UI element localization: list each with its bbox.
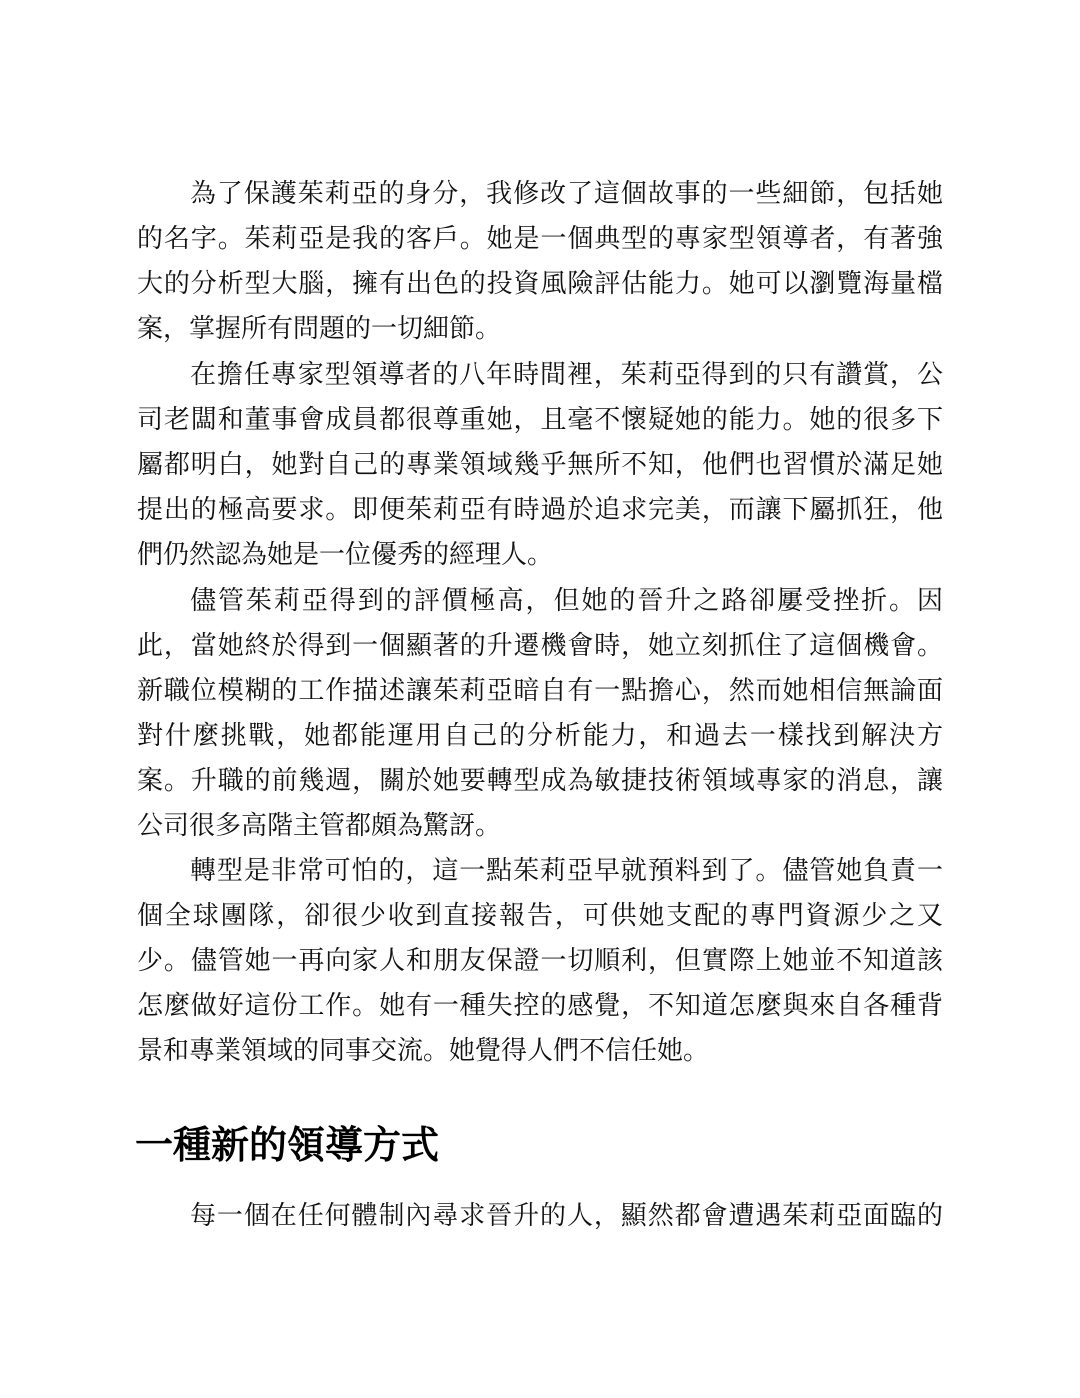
paragraph-1-line-3: 大的分析型大腦，擁有出色的投資風險評估能力。她可以瀏覽海量檔 [137,269,943,299]
paragraph-1-line-4: 案，掌握所有問題的一切細節。 [137,314,502,344]
paragraph-4-line-3: 少。儘管她一再向家人和朋友保證一切順利，但實際上她並不知道該 [137,946,943,976]
paragraph-4-line-5: 景和專業領域的同事交流。她覺得人們不信任她。 [137,1036,710,1066]
paragraph-1-line-2: 的名字。茱莉亞是我的客戶。她是一個典型的專家型領導者，有著強 [137,224,943,254]
paragraph-2-line-4: 提出的極高要求。即便茱莉亞有時過於追求完美，而讓下屬抓狂，他 [137,495,943,525]
paragraph-2-line-1: 在擔任專家型領導者的八年時間裡，茱莉亞得到的只有讚賞，公 [190,360,943,390]
paragraph-3-line-5: 案。升職的前幾週，關於她要轉型成為敏捷技術領域專家的消息，讓 [137,766,943,796]
paragraph-3-line-2: 此，當她終於得到一個顯著的升遷機會時，她立刻抓住了這個機會。 [137,631,943,661]
section-heading: 一種新的領導方式 [135,1123,440,1167]
paragraph-2-line-5: 們仍然認為她是一位優秀的經理人。 [137,540,554,570]
paragraph-3-line-6: 公司很多高階主管都頗為驚訝。 [137,811,502,841]
paragraph-3-line-4: 對什麼挑戰，她都能運用自己的分析能力，和過去一樣找到解決方 [137,721,943,751]
paragraph-4-line-1: 轉型是非常可怕的，這一點茱莉亞早就預料到了。儘管她負責一 [190,856,943,886]
paragraph-5-line-1: 每一個在任何體制內尋求晉升的人，顯然都會遭遇茱莉亞面臨的 [190,1201,943,1231]
paragraph-1-line-1: 為了保護茱莉亞的身分，我修改了這個故事的一些細節，包括她 [190,179,943,209]
paragraph-2-line-2: 司老闆和董事會成員都很尊重她，且毫不懷疑她的能力。她的很多下 [137,405,943,435]
paragraph-2-line-3: 屬都明白，她對自己的專業領域幾乎無所不知，他們也習慣於滿足她 [137,450,943,480]
paragraph-3-line-1: 儘管茱莉亞得到的評價極高，但她的晉升之路卻屢受挫折。因 [190,586,943,616]
paragraph-3-line-3: 新職位模糊的工作描述讓茱莉亞暗自有一點擔心，然而她相信無論面 [137,676,943,706]
paragraph-4-line-2: 個全球團隊，卻很少收到直接報告，可供她支配的專門資源少之又 [137,901,943,931]
paragraph-4-line-4: 怎麼做好這份工作。她有一種失控的感覺，不知道怎麼與來自各種背 [137,991,943,1021]
